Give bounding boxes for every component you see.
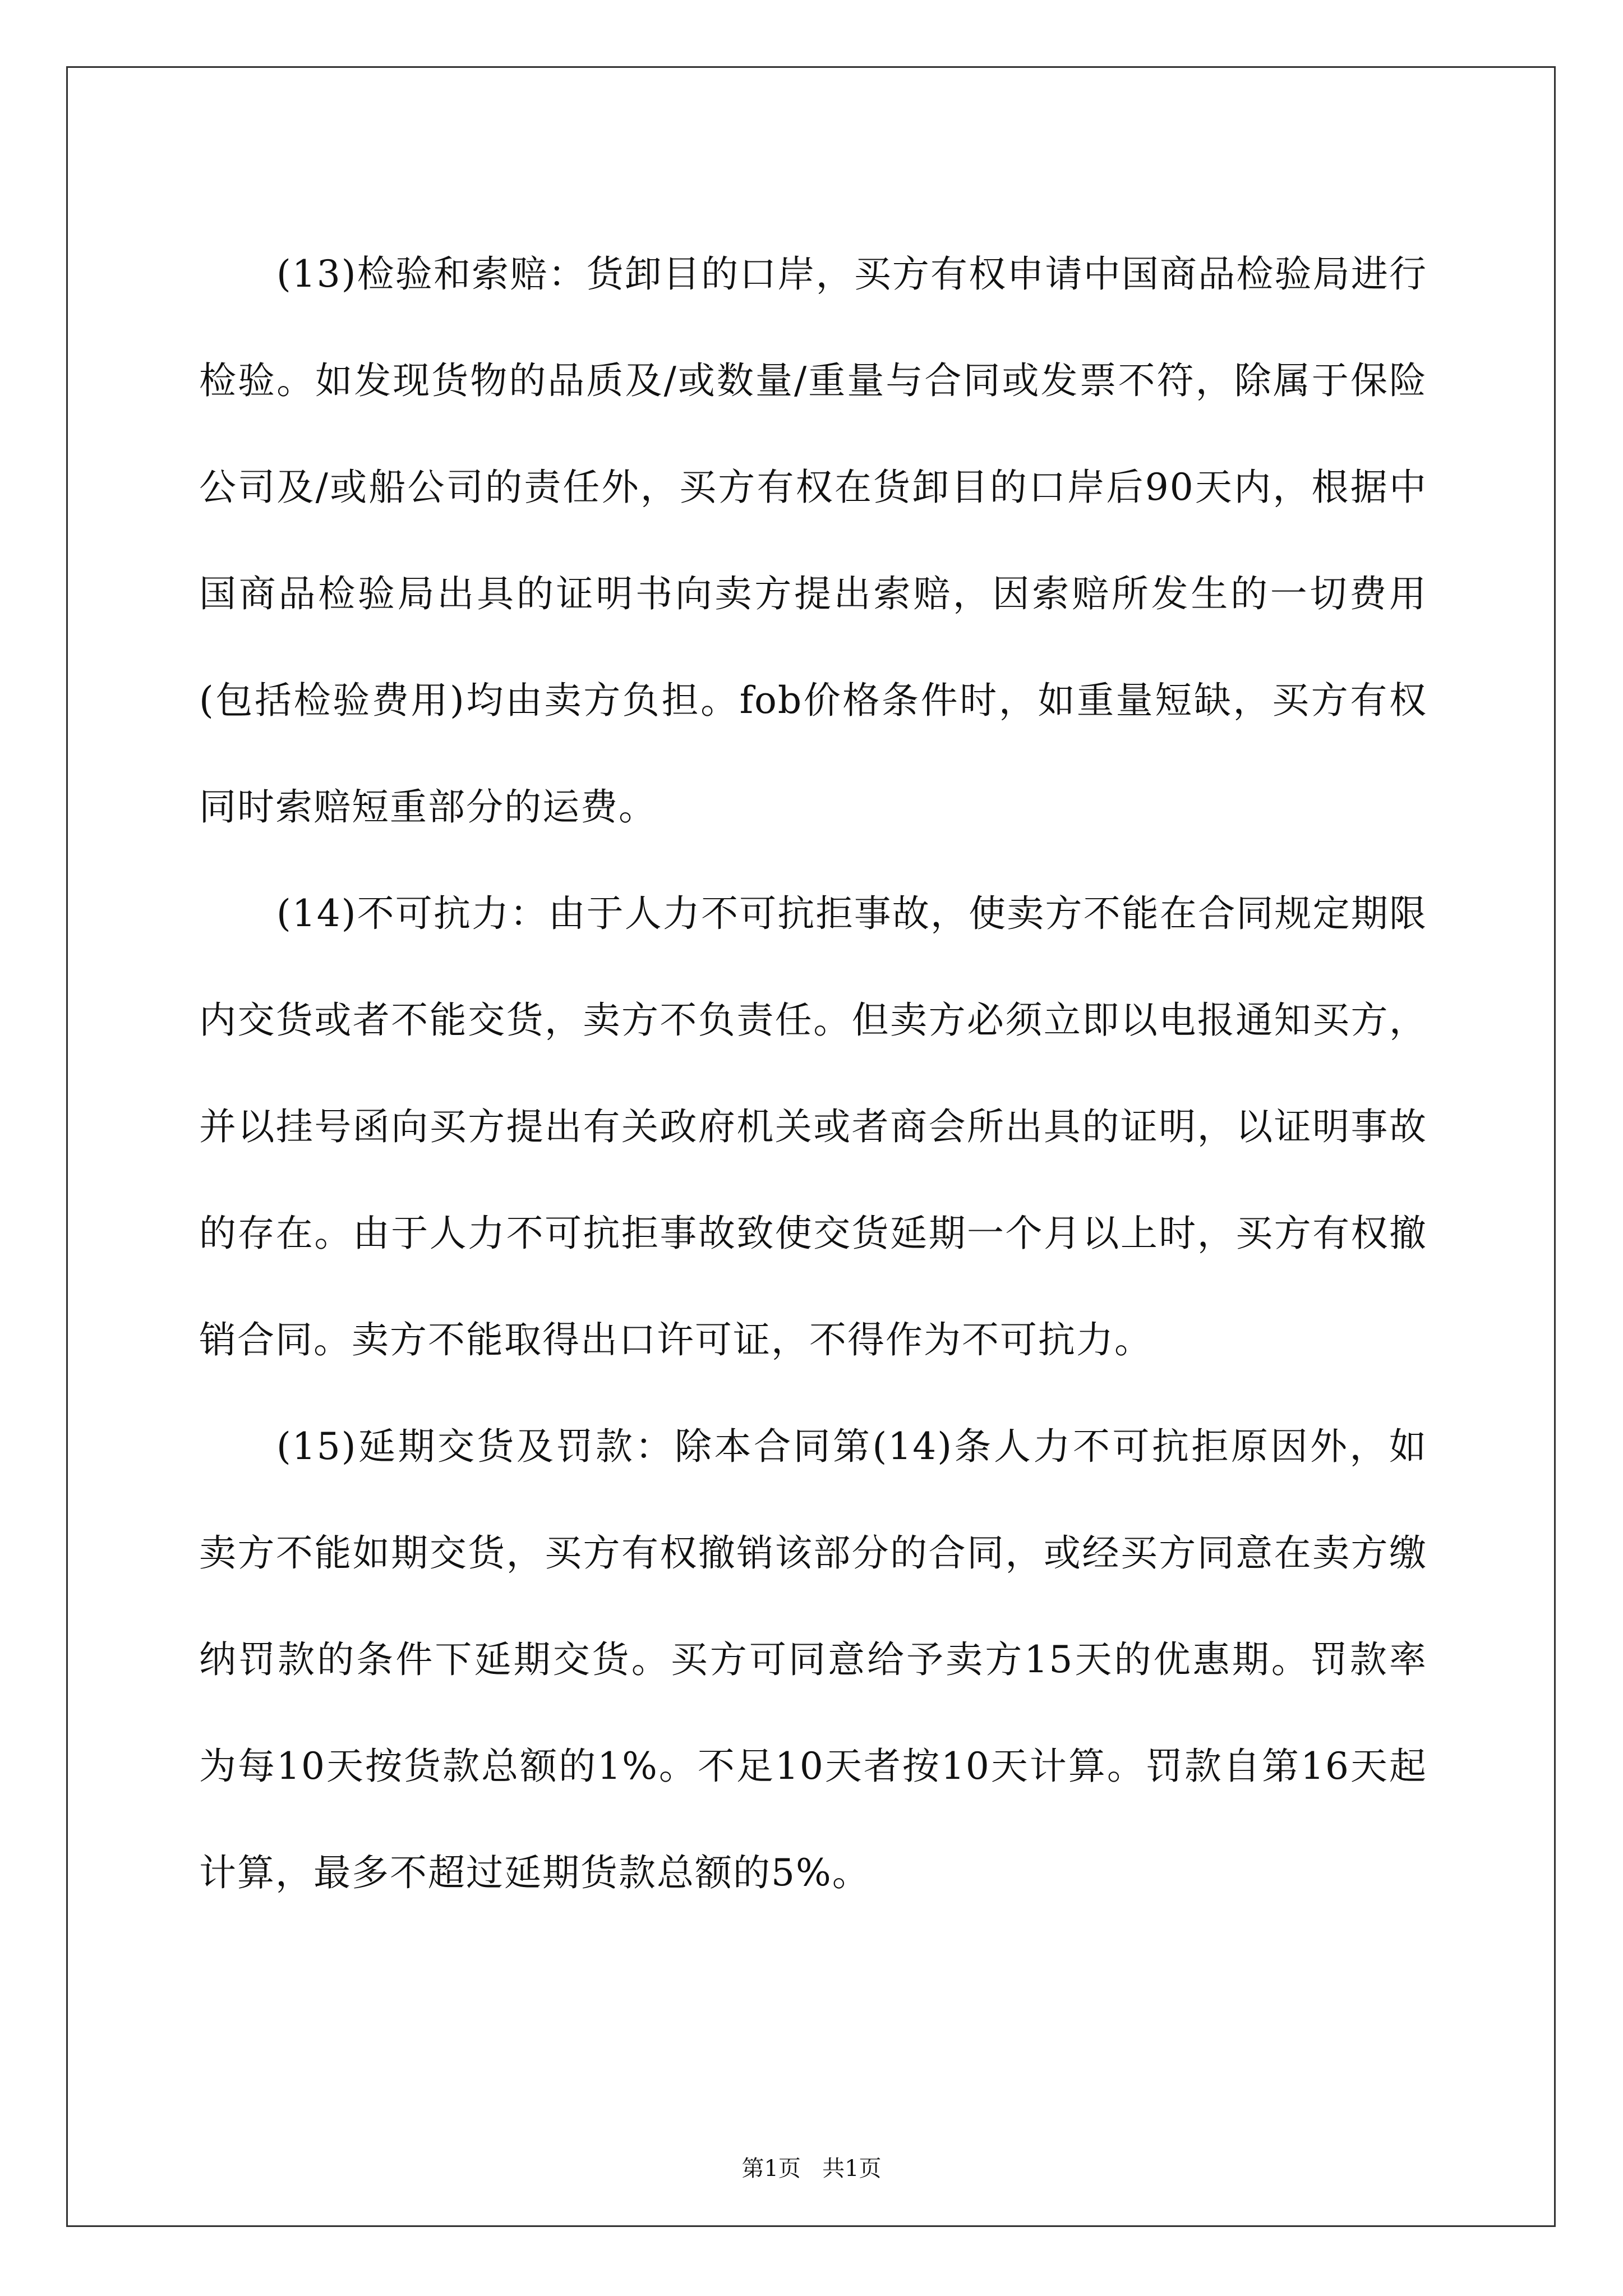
page-total: 共1页 [822,2156,882,2182]
paragraph-15-late-delivery-penalty: (15)延期交货及罚款：除本合同第(14)条人力不可抗拒原因外，如卖方不能如期交货，买方有权撤销该部分的合同，或经买方同意在卖方缴纳罚款的条件下延期交货。买方可同意给予卖方15天的优惠期。罚款率为每10天按货款总额的1%。不足10天者按10天计算。罚款自第16天起计算，最多不超过延期货款总额的5%。 [199,1425,1427,1894]
paragraph-14-force-majeure: (14)不可抗力：由于人力不可抗拒事故，使卖方不能在合同规定期限内交货或者不能交货，卖方不负责任。但卖方必须立即以电报通知买方，并以挂号函向买方提出有关政府机关或者商会所出具的证明，以证明事故的存在。由于人力不可抗拒事故致使交货延期一个月以上时，买方有权撤销合同。卖方不能取得出口许可证，不得作为不可抗力。 [199,892,1427,1361]
page-number: 第1页 [741,2156,801,2182]
paragraph-13-inspection-claims: (13)检验和索赔：货卸目的口岸，买方有权申请中国商品检验局进行检验。如发现货物的品质及/或数量/重量与合同或发票不符，除属于保险公司及/或船公司的责任外，买方有权在货卸目的口岸后90天内，根据中国商品检验局出具的证明书向卖方提出索赔，因索赔所发生的一切费用(包括检验费用)均由卖方负担。fob价格条件时，如重量短缺，买方有权同时索赔短重部分的运费。 [199,252,1427,829]
document-body [199,221,1427,1926]
page-footer [0,2151,1623,2183]
